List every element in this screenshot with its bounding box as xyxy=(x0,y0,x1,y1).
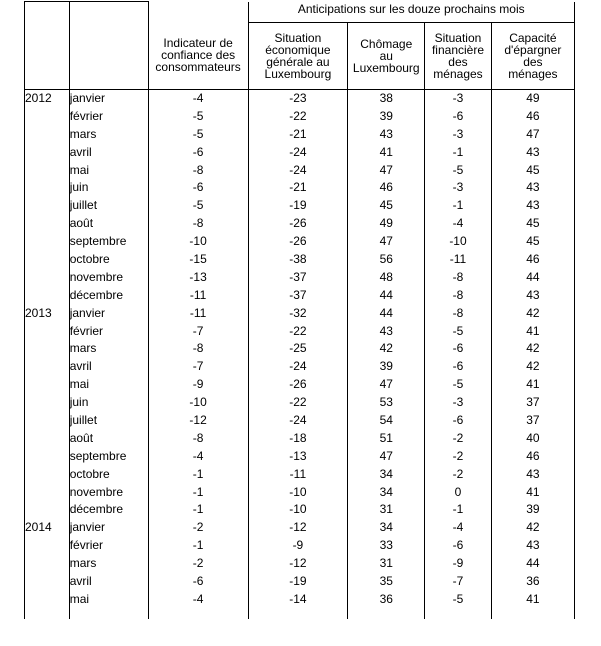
economic-situation-value: -25 xyxy=(248,340,348,358)
savings-capacity-value: 45 xyxy=(491,233,574,251)
household-finance-value: -1 xyxy=(425,501,492,519)
household-finance-value: -6 xyxy=(425,340,492,358)
savings-capacity-value: 49 xyxy=(491,89,574,107)
unemployment-value: 43 xyxy=(348,322,425,340)
indicator-value: -5 xyxy=(148,197,248,215)
month-cell: décembre xyxy=(69,501,148,519)
header-economic-situation-line: Situation xyxy=(274,30,322,45)
table-row xyxy=(25,233,575,251)
year-cell xyxy=(25,286,70,304)
savings-capacity-value: 43 xyxy=(491,465,574,483)
table-row xyxy=(25,519,575,537)
table-body xyxy=(25,89,575,619)
indicator-value: -1 xyxy=(148,465,248,483)
header-economic-situation-line: économique xyxy=(265,42,331,57)
table-row xyxy=(25,483,575,501)
header-household-finance-line: financière xyxy=(431,42,484,57)
indicator-value: -7 xyxy=(148,358,248,376)
year-cell xyxy=(25,268,70,286)
indicator-value: -10 xyxy=(148,394,248,412)
year-cell xyxy=(25,125,70,143)
header-indicator-spacer xyxy=(148,2,248,23)
table-row xyxy=(25,125,575,143)
table-row xyxy=(25,412,575,430)
indicator-value xyxy=(148,608,248,619)
year-cell xyxy=(25,590,70,608)
table-row xyxy=(25,215,575,233)
economic-situation-value: -24 xyxy=(248,412,348,430)
year-cell xyxy=(25,394,70,412)
household-finance-value: -8 xyxy=(425,286,492,304)
table-row xyxy=(25,251,575,269)
household-finance-value: -3 xyxy=(425,125,492,143)
unemployment-value: 46 xyxy=(348,179,425,197)
month-cell xyxy=(69,608,148,619)
savings-capacity-value: 37 xyxy=(491,412,574,430)
savings-capacity-value: 40 xyxy=(491,429,574,447)
year-cell xyxy=(25,537,70,555)
header-household-finance-line: des xyxy=(448,54,468,69)
unemployment-value: 35 xyxy=(348,573,425,591)
indicator-value: -5 xyxy=(148,125,248,143)
table-row xyxy=(25,537,575,555)
header-year-corner xyxy=(25,2,70,23)
indicator-value: -13 xyxy=(148,268,248,286)
header-economic-situation-line: générale au xyxy=(266,54,330,69)
economic-situation-value: -9 xyxy=(248,537,348,555)
savings-capacity-value: 42 xyxy=(491,358,574,376)
household-finance-value: -4 xyxy=(425,519,492,537)
unemployment-value: 34 xyxy=(348,519,425,537)
year-cell xyxy=(25,107,70,125)
year-cell xyxy=(25,412,70,430)
indicator-value: -15 xyxy=(148,251,248,269)
savings-capacity-value: 42 xyxy=(491,519,574,537)
table-row xyxy=(25,447,575,465)
header-unemployment-line: au xyxy=(379,48,393,63)
unemployment-value: 48 xyxy=(348,268,425,286)
header-unemployment-line: Chômage xyxy=(360,36,413,51)
header-month-corner xyxy=(69,2,148,23)
economic-situation-value: -10 xyxy=(248,483,348,501)
indicator-value: -1 xyxy=(148,537,248,555)
savings-capacity-value: 36 xyxy=(491,573,574,591)
economic-situation-value: -26 xyxy=(248,376,348,394)
household-finance-value: -11 xyxy=(425,251,492,269)
header-household-finance xyxy=(425,22,492,89)
header-economic-situation-line: Luxembourg xyxy=(264,66,332,81)
year-cell xyxy=(25,215,70,233)
table-row xyxy=(25,340,575,358)
savings-capacity-value xyxy=(491,608,574,619)
month-cell: novembre xyxy=(69,483,148,501)
unemployment-value: 44 xyxy=(348,304,425,322)
year-cell xyxy=(25,340,70,358)
year-cell: 2013 xyxy=(25,304,70,322)
household-finance-value: -2 xyxy=(425,447,492,465)
indicator-value: -9 xyxy=(148,376,248,394)
table-row xyxy=(25,143,575,161)
household-finance-value: -7 xyxy=(425,573,492,591)
unemployment-value: 47 xyxy=(348,161,425,179)
year-cell: 2014 xyxy=(25,519,70,537)
header-indicator xyxy=(148,22,248,89)
year-cell xyxy=(25,251,70,269)
month-cell: octobre xyxy=(69,251,148,269)
household-finance-value: -5 xyxy=(425,322,492,340)
household-finance-value: -10 xyxy=(425,233,492,251)
unemployment-value: 33 xyxy=(348,537,425,555)
year-cell xyxy=(25,465,70,483)
savings-capacity-value: 41 xyxy=(491,322,574,340)
indicator-value: -8 xyxy=(148,215,248,233)
header-month-cell xyxy=(69,22,148,89)
economic-situation-value: -13 xyxy=(248,447,348,465)
savings-capacity-value: 43 xyxy=(491,179,574,197)
economic-situation-value: -10 xyxy=(248,501,348,519)
savings-capacity-value: 39 xyxy=(491,501,574,519)
table-row xyxy=(25,107,575,125)
month-cell: janvier xyxy=(69,304,148,322)
economic-situation-value xyxy=(248,608,348,619)
savings-capacity-value: 46 xyxy=(491,107,574,125)
month-cell: mai xyxy=(69,376,148,394)
unemployment-value: 47 xyxy=(348,233,425,251)
household-finance-value: -4 xyxy=(425,215,492,233)
indicator-value: -4 xyxy=(148,447,248,465)
economic-situation-value: -14 xyxy=(248,590,348,608)
unemployment-value: 56 xyxy=(348,251,425,269)
household-finance-value: -6 xyxy=(425,107,492,125)
table-row xyxy=(25,555,575,573)
month-cell: juillet xyxy=(69,412,148,430)
household-finance-value: -6 xyxy=(425,537,492,555)
table-row xyxy=(25,286,575,304)
header-household-finance-line: ménages xyxy=(433,66,483,81)
table-row xyxy=(25,304,575,322)
month-cell: mai xyxy=(69,590,148,608)
unemployment-value: 51 xyxy=(348,429,425,447)
header-savings-capacity xyxy=(491,22,574,89)
month-cell: août xyxy=(69,429,148,447)
indicator-value: -2 xyxy=(148,555,248,573)
household-finance-value: -1 xyxy=(425,197,492,215)
household-finance-value: -3 xyxy=(425,394,492,412)
header-savings-capacity-line: des xyxy=(523,54,543,69)
unemployment-value: 47 xyxy=(348,376,425,394)
indicator-value: -7 xyxy=(148,322,248,340)
table-row xyxy=(25,197,575,215)
unemployment-value: 38 xyxy=(348,89,425,107)
unemployment-value: 49 xyxy=(348,215,425,233)
month-cell: mars xyxy=(69,340,148,358)
year-cell xyxy=(25,376,70,394)
table-row xyxy=(25,179,575,197)
month-cell: août xyxy=(69,215,148,233)
year-cell xyxy=(25,233,70,251)
savings-capacity-value: 43 xyxy=(491,143,574,161)
table-row xyxy=(25,465,575,483)
unemployment-value: 36 xyxy=(348,590,425,608)
table-row xyxy=(25,394,575,412)
economic-situation-value: -22 xyxy=(248,394,348,412)
economic-situation-value: -12 xyxy=(248,555,348,573)
economic-situation-value: -23 xyxy=(248,89,348,107)
header-savings-capacity-line: Capacité xyxy=(509,30,557,45)
table-row xyxy=(25,429,575,447)
header-indicator-line: Indicateur de xyxy=(163,36,233,51)
household-finance-value: -8 xyxy=(425,304,492,322)
header-group-title: Anticipations sur les douze prochains mois xyxy=(248,2,575,23)
savings-capacity-value: 45 xyxy=(491,161,574,179)
economic-situation-value: -21 xyxy=(248,125,348,143)
savings-capacity-value: 37 xyxy=(491,394,574,412)
month-cell: septembre xyxy=(69,233,148,251)
unemployment-value: 43 xyxy=(348,125,425,143)
economic-situation-value: -24 xyxy=(248,161,348,179)
header-household-finance-line: Situation xyxy=(434,30,482,45)
economic-situation-value: -21 xyxy=(248,179,348,197)
unemployment-value: 44 xyxy=(348,286,425,304)
household-finance-value: -6 xyxy=(425,412,492,430)
savings-capacity-value: 43 xyxy=(491,537,574,555)
household-finance-value: -8 xyxy=(425,268,492,286)
header-economic-situation xyxy=(248,22,348,89)
year-cell xyxy=(25,501,70,519)
year-cell: 2012 xyxy=(25,89,70,107)
unemployment-value: 39 xyxy=(348,107,425,125)
table-row xyxy=(25,161,575,179)
unemployment-value: 34 xyxy=(348,483,425,501)
economic-situation-value: -37 xyxy=(248,268,348,286)
table-row xyxy=(25,358,575,376)
year-cell xyxy=(25,573,70,591)
year-cell xyxy=(25,358,70,376)
year-cell xyxy=(25,429,70,447)
unemployment-value: 34 xyxy=(348,465,425,483)
economic-situation-value: -26 xyxy=(248,233,348,251)
savings-capacity-value: 41 xyxy=(491,483,574,501)
economic-situation-value: -19 xyxy=(248,197,348,215)
year-cell xyxy=(25,447,70,465)
month-cell: mars xyxy=(69,125,148,143)
unemployment-value: 41 xyxy=(348,143,425,161)
header-unemployment xyxy=(348,22,425,89)
month-cell: avril xyxy=(69,573,148,591)
economic-situation-value: -19 xyxy=(248,573,348,591)
indicator-value: -6 xyxy=(148,143,248,161)
economic-situation-value: -22 xyxy=(248,107,348,125)
indicator-value: -8 xyxy=(148,161,248,179)
unemployment-value: 54 xyxy=(348,412,425,430)
indicator-value: -5 xyxy=(148,107,248,125)
household-finance-value: -3 xyxy=(425,179,492,197)
unemployment-value: 42 xyxy=(348,340,425,358)
year-cell xyxy=(25,161,70,179)
month-cell: juillet xyxy=(69,197,148,215)
economic-situation-value: -38 xyxy=(248,251,348,269)
household-finance-value xyxy=(425,608,492,619)
economic-situation-value: -37 xyxy=(248,286,348,304)
header-unemployment-line: Luxembourg xyxy=(352,60,420,75)
table-row xyxy=(25,268,575,286)
economic-situation-value: -11 xyxy=(248,465,348,483)
table-row xyxy=(25,89,575,107)
month-cell: juin xyxy=(69,394,148,412)
economic-situation-value: -26 xyxy=(248,215,348,233)
year-cell xyxy=(25,179,70,197)
savings-capacity-value: 46 xyxy=(491,251,574,269)
household-finance-value: -5 xyxy=(425,376,492,394)
unemployment-value: 39 xyxy=(348,358,425,376)
household-finance-value: -9 xyxy=(425,555,492,573)
indicator-value: -4 xyxy=(148,89,248,107)
consumer-confidence-table xyxy=(24,1,575,619)
table-row xyxy=(25,608,575,619)
household-finance-value: -5 xyxy=(425,161,492,179)
header-indicator-line: confiance des xyxy=(161,48,236,63)
table-row xyxy=(25,590,575,608)
household-finance-value: -2 xyxy=(425,465,492,483)
indicator-value: -4 xyxy=(148,590,248,608)
household-finance-value: -1 xyxy=(425,143,492,161)
header-savings-capacity-line: d'épargner xyxy=(504,42,562,57)
month-cell: janvier xyxy=(69,89,148,107)
month-cell: juin xyxy=(69,179,148,197)
year-cell xyxy=(25,197,70,215)
indicator-value: -6 xyxy=(148,573,248,591)
savings-capacity-value: 45 xyxy=(491,215,574,233)
indicator-value: -12 xyxy=(148,412,248,430)
savings-capacity-value: 46 xyxy=(491,447,574,465)
indicator-value: -6 xyxy=(148,179,248,197)
economic-situation-value: -24 xyxy=(248,358,348,376)
economic-situation-value: -12 xyxy=(248,519,348,537)
year-cell xyxy=(25,483,70,501)
month-cell: avril xyxy=(69,143,148,161)
savings-capacity-value: 43 xyxy=(491,197,574,215)
savings-capacity-value: 47 xyxy=(491,125,574,143)
month-cell: décembre xyxy=(69,286,148,304)
month-cell: mai xyxy=(69,161,148,179)
indicator-value: -2 xyxy=(148,519,248,537)
month-cell: mars xyxy=(69,555,148,573)
savings-capacity-value: 41 xyxy=(491,590,574,608)
table-row xyxy=(25,573,575,591)
table-row xyxy=(25,501,575,519)
indicator-value: -1 xyxy=(148,483,248,501)
indicator-value: -1 xyxy=(148,501,248,519)
unemployment-value xyxy=(348,608,425,619)
header-savings-capacity-line: ménages xyxy=(508,66,558,81)
unemployment-value: 47 xyxy=(348,447,425,465)
table-row xyxy=(25,322,575,340)
month-cell: septembre xyxy=(69,447,148,465)
unemployment-value: 53 xyxy=(348,394,425,412)
table-row xyxy=(25,376,575,394)
economic-situation-value: -32 xyxy=(248,304,348,322)
month-cell: avril xyxy=(69,358,148,376)
year-cell xyxy=(25,555,70,573)
header-year-cell xyxy=(25,22,70,89)
indicator-value: -8 xyxy=(148,340,248,358)
month-cell: octobre xyxy=(69,465,148,483)
header-indicator-line: consommateurs xyxy=(155,60,241,75)
economic-situation-value: -24 xyxy=(248,143,348,161)
month-cell: janvier xyxy=(69,519,148,537)
month-cell: novembre xyxy=(69,268,148,286)
indicator-value: -11 xyxy=(148,286,248,304)
month-cell: février xyxy=(69,537,148,555)
economic-situation-value: -22 xyxy=(248,322,348,340)
unemployment-value: 31 xyxy=(348,555,425,573)
indicator-value: -8 xyxy=(148,429,248,447)
unemployment-value: 45 xyxy=(348,197,425,215)
household-finance-value: -2 xyxy=(425,429,492,447)
month-cell: février xyxy=(69,107,148,125)
indicator-value: -11 xyxy=(148,304,248,322)
economic-situation-value: -18 xyxy=(248,429,348,447)
unemployment-value: 31 xyxy=(348,501,425,519)
savings-capacity-value: 43 xyxy=(491,286,574,304)
month-cell: février xyxy=(69,322,148,340)
year-cell xyxy=(25,322,70,340)
household-finance-value: -3 xyxy=(425,89,492,107)
year-cell xyxy=(25,143,70,161)
savings-capacity-value: 44 xyxy=(491,268,574,286)
savings-capacity-value: 44 xyxy=(491,555,574,573)
year-cell xyxy=(25,608,70,619)
household-finance-value: -5 xyxy=(425,590,492,608)
household-finance-value: -6 xyxy=(425,358,492,376)
household-finance-value: 0 xyxy=(425,483,492,501)
savings-capacity-value: 41 xyxy=(491,376,574,394)
savings-capacity-value: 42 xyxy=(491,304,574,322)
indicator-value: -10 xyxy=(148,233,248,251)
savings-capacity-value: 42 xyxy=(491,340,574,358)
